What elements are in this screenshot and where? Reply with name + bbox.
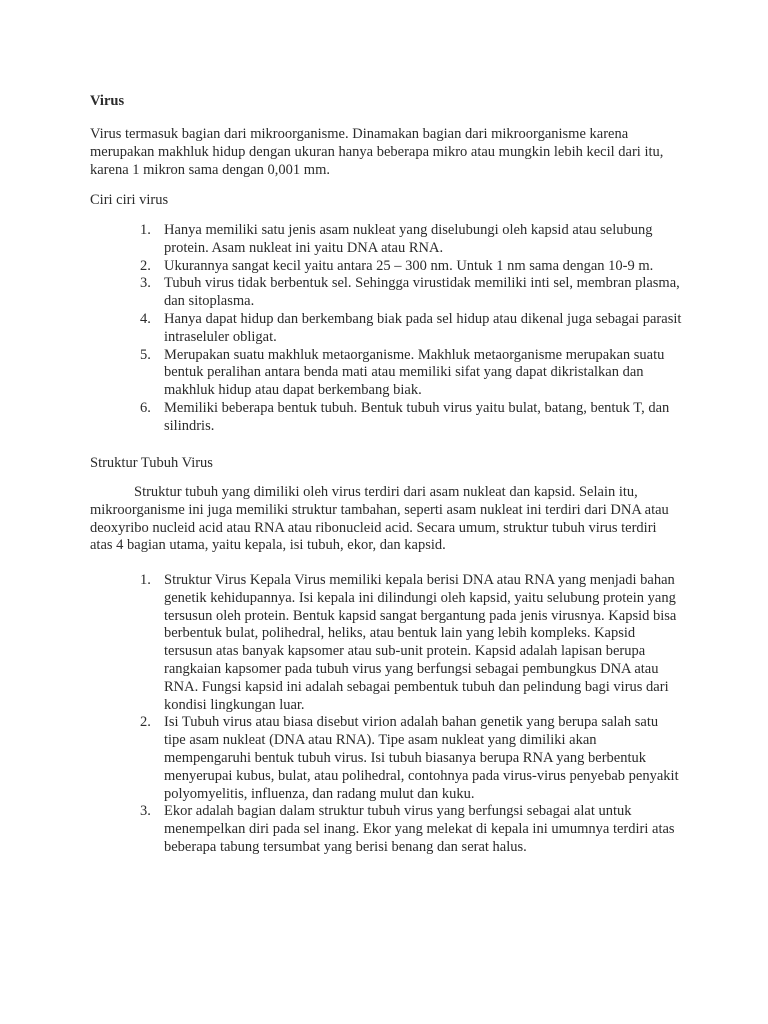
ciri-list bbox=[90, 222, 682, 436]
list-item-text: Isi Tubuh virus atau biasa disebut virion adalah bahan genetik yang berupa salah satu tipe asam nukleat (DNA atau RNA). Tipe asam nukleat yang dimiliki akan mempengaruhi bentuk tubuh virus. Isi tubuh biasanya berupa RNA yang berbentuk menyerupai kubus, bulat, atau polihedral, contohnya pada virus-virus penyebab penyakit polyomyelitis, influenza, dan radang mulut dan kuku. bbox=[164, 714, 679, 802]
struktur-heading: Struktur Tubuh Virus bbox=[90, 455, 213, 471]
list-item-text: Hanya dapat hidup dan berkembang biak pada sel hidup atau dikenal juga sebagai parasit intraseluler obligat. bbox=[164, 310, 682, 345]
list-item bbox=[90, 258, 682, 276]
list-item-text: Ekor adalah bagian dalam struktur tubuh virus yang berfungsi sebagai alat untuk menempelkan diri pada sel inang. Ekor yang melekat di kepala ini umumnya terdiri atas beberapa tabung tersumbat yang berisi benang dan serat halus. bbox=[164, 803, 675, 855]
struktur-list bbox=[90, 572, 682, 857]
list-number: 1. bbox=[140, 222, 151, 238]
intro-paragraph: Virus termasuk bagian dari mikroorganisme. Dinamakan bagian dari mikroorganisme karena merupakan makhluk hidup dengan ukuran hanya beberapa mikro atau mungkin lebih kecil dari itu, karena 1 mikron sama dengan 0,001 mm. bbox=[90, 126, 664, 178]
list-item-text: Memiliki beberapa bentuk tubuh. Bentuk tubuh virus yaitu bulat, batang, bentuk T, dan silindris. bbox=[164, 399, 670, 434]
list-item bbox=[90, 714, 682, 803]
document-title: Virus bbox=[90, 93, 125, 109]
list-item-text: Tubuh virus tidak berbentuk sel. Sehingga virustidak memiliki inti sel, membran plasma, dan sitoplasma. bbox=[164, 275, 680, 310]
list-item bbox=[90, 400, 682, 436]
list-item bbox=[90, 572, 682, 714]
list-number: 2. bbox=[140, 714, 151, 731]
list-item-text: Struktur Virus Kepala Virus memiliki kepala berisi DNA atau RNA yang menjadi bahan genetik kehidupannya. Isi kepala ini dilindungi oleh kapsid, yaitu selubung protein yang tersusun oleh protein. Bentuk kapsid sangat bergantung pada jenis virusnya. Kapsid bisa berbentuk bulat, polihedral, heliks, atau bentuk lain yang lebih kompleks. Kapsid tersusun atas banyak kapsomer atau sub-unit protein. Kapsid adalah lapisan berupa rangkaian kapsomer pada tubuh virus yang berfungsi sebagai pembungkus DNA atau RNA. Fungsi kapsid ini adalah sebagai pembentuk tubuh dan pelindung bagi virus dari kondisi lingkungan luar. bbox=[164, 572, 677, 713]
list-item bbox=[90, 347, 682, 400]
list-item bbox=[90, 222, 682, 258]
list-item bbox=[90, 311, 682, 347]
list-number: 3. bbox=[140, 803, 151, 820]
list-number: 1. bbox=[140, 572, 151, 588]
list-item-text: Ukurannya sangat kecil yaitu antara 25 – 300 nm. Untuk 1 nm sama dengan 10-9 m. bbox=[164, 257, 654, 274]
list-number: 4. bbox=[140, 310, 151, 327]
list-number: 5. bbox=[140, 346, 151, 363]
list-item-text: Merupakan suatu makhluk metaorganisme. Makhluk metaorganisme merupakan suatu bentuk peralihan antara benda mati atau memiliki sifat yang dapat dikristalkan dan makhluk hidup atau dapat berkembang biak. bbox=[164, 346, 665, 399]
list-item bbox=[90, 803, 682, 856]
list-number: 6. bbox=[140, 399, 151, 416]
list-number: 3. bbox=[140, 275, 151, 292]
list-number: 2. bbox=[140, 257, 151, 274]
struktur-paragraph: Struktur tubuh yang dimiliki oleh virus terdiri dari asam nukleat dan kapsid. Selain itu, mikroorganisme ini juga memiliki struktur tambahan, seperti asam nukleat ini terdiri dari DNA atau deoxyribo nucleid acid atau RNA atau ribonucleid acid. Secara umum, struktur tubuh virus terdiri atas 4 bagian utama, yaitu kepala, isi tubuh, ekor, dan kapsid. bbox=[90, 484, 669, 554]
ciri-heading: Ciri ciri virus bbox=[90, 192, 169, 208]
list-item bbox=[90, 275, 682, 311]
list-item-text: Hanya memiliki satu jenis asam nukleat yang diselubungi oleh kapsid atau selubung protein. Asam nukleat ini yaitu DNA atau RNA. bbox=[164, 222, 653, 256]
